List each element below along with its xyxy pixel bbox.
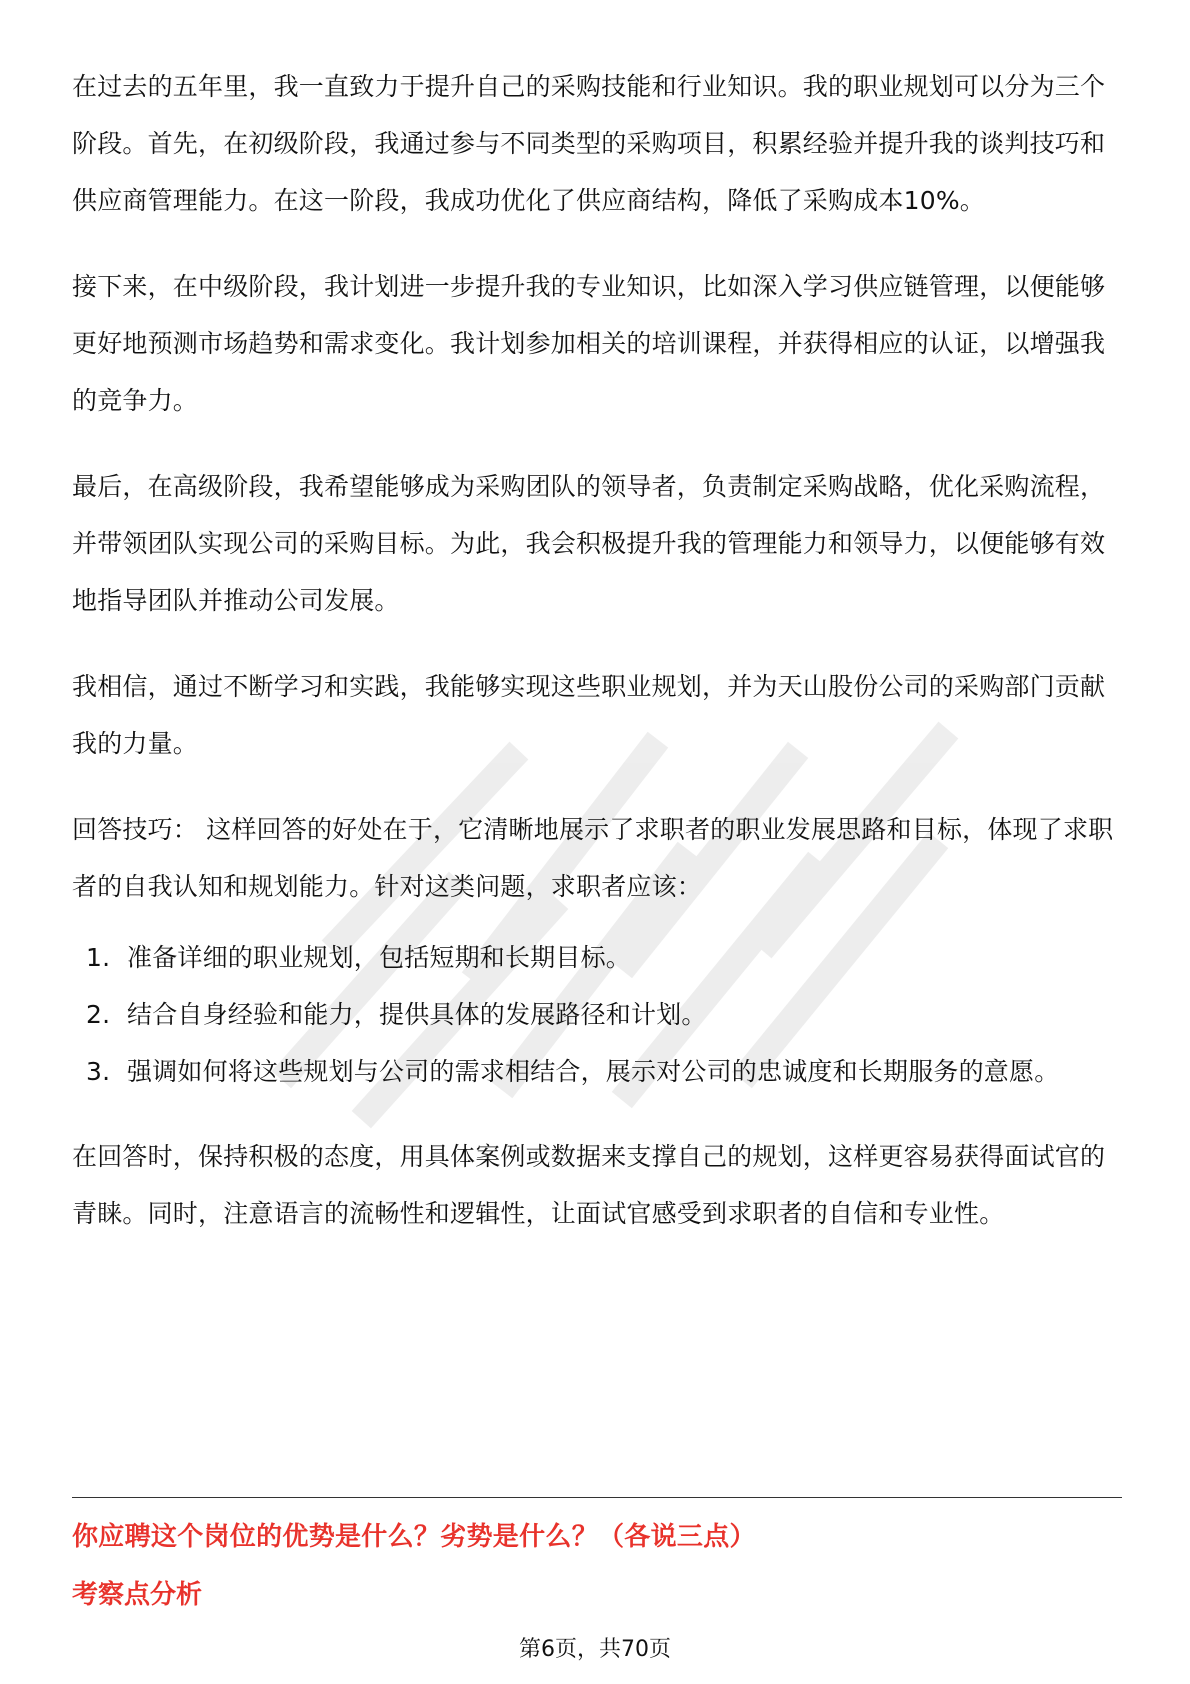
list-item-text: 结合自身经验和能力，提供具体的发展路径和计划。 [127,1000,707,1029]
list-item-number: 1. [86,943,111,972]
paragraph-closing: 在回答时，保持积极的态度，用具体案例或数据来支撑自己的规划，这样更容易获得面试官的青睐。同时，注意语言的流畅性和逻辑性，让面试官感受到求职者的自信和专业性。 [72,1142,1106,1228]
list-item-number: 3. [86,1057,111,1086]
list-item [72,1043,1122,1100]
paragraph-conclusion: 我相信，通过不断学习和实践，我能够实现这些职业规划，并为天山股份公司的采购部门贡献我的力量。 [72,672,1106,758]
analysis-section-label: 考察点分析 [72,1580,203,1610]
list-item [72,929,1122,986]
document-body [72,58,1122,1271]
section-divider [72,1497,1122,1498]
list-item-number: 2. [86,1000,111,1029]
paragraph-stage-three: 最后，在高级阶段，我希望能够成为采购团队的领导者，负责制定采购战略，优化采购流程，并带领团队实现公司的采购目标。为此，我会积极提升我的管理能力和领导力，以便能够有效地指导团队并推动公司发展。 [72,472,1106,615]
paragraph-answer-tips: 回答技巧： 这样回答的好处在于，它清晰地展示了求职者的职业发展思路和目标，体现了求职者的自我认知和规划能力。针对这类问题，求职者应该： [72,815,1114,901]
list-item [72,986,1122,1043]
paragraph-stage-two: 接下来，在中级阶段，我计划进一步提升我的专业知识，比如深入学习供应链管理，以便能够更好地预测市场趋势和需求变化。我计划参加相关的培训课程，并获得相应的认证，以增强我的竞争力。 [72,272,1106,415]
next-question-heading: 你应聘这个岗位的优势是什么？劣势是什么？（各说三点） [72,1522,756,1552]
list-item-text: 准备详细的职业规划，包括短期和长期目标。 [127,943,632,972]
list-item-text: 强调如何将这些规划与公司的需求相结合，展示对公司的忠诚度和长期服务的意愿。 [127,1057,1060,1086]
page-number-footer: 第6页，共70页 [519,1637,671,1662]
tips-list [72,929,1122,1100]
paragraph-stage-one: 在过去的五年里，我一直致力于提升自己的采购技能和行业知识。我的职业规划可以分为三个阶段。首先，在初级阶段，我通过参与不同类型的采购项目，积累经验并提升我的谈判技巧和供应商管理能力。在这一阶段，我成功优化了供应商结构，降低了采购成本10%。 [72,72,1106,215]
